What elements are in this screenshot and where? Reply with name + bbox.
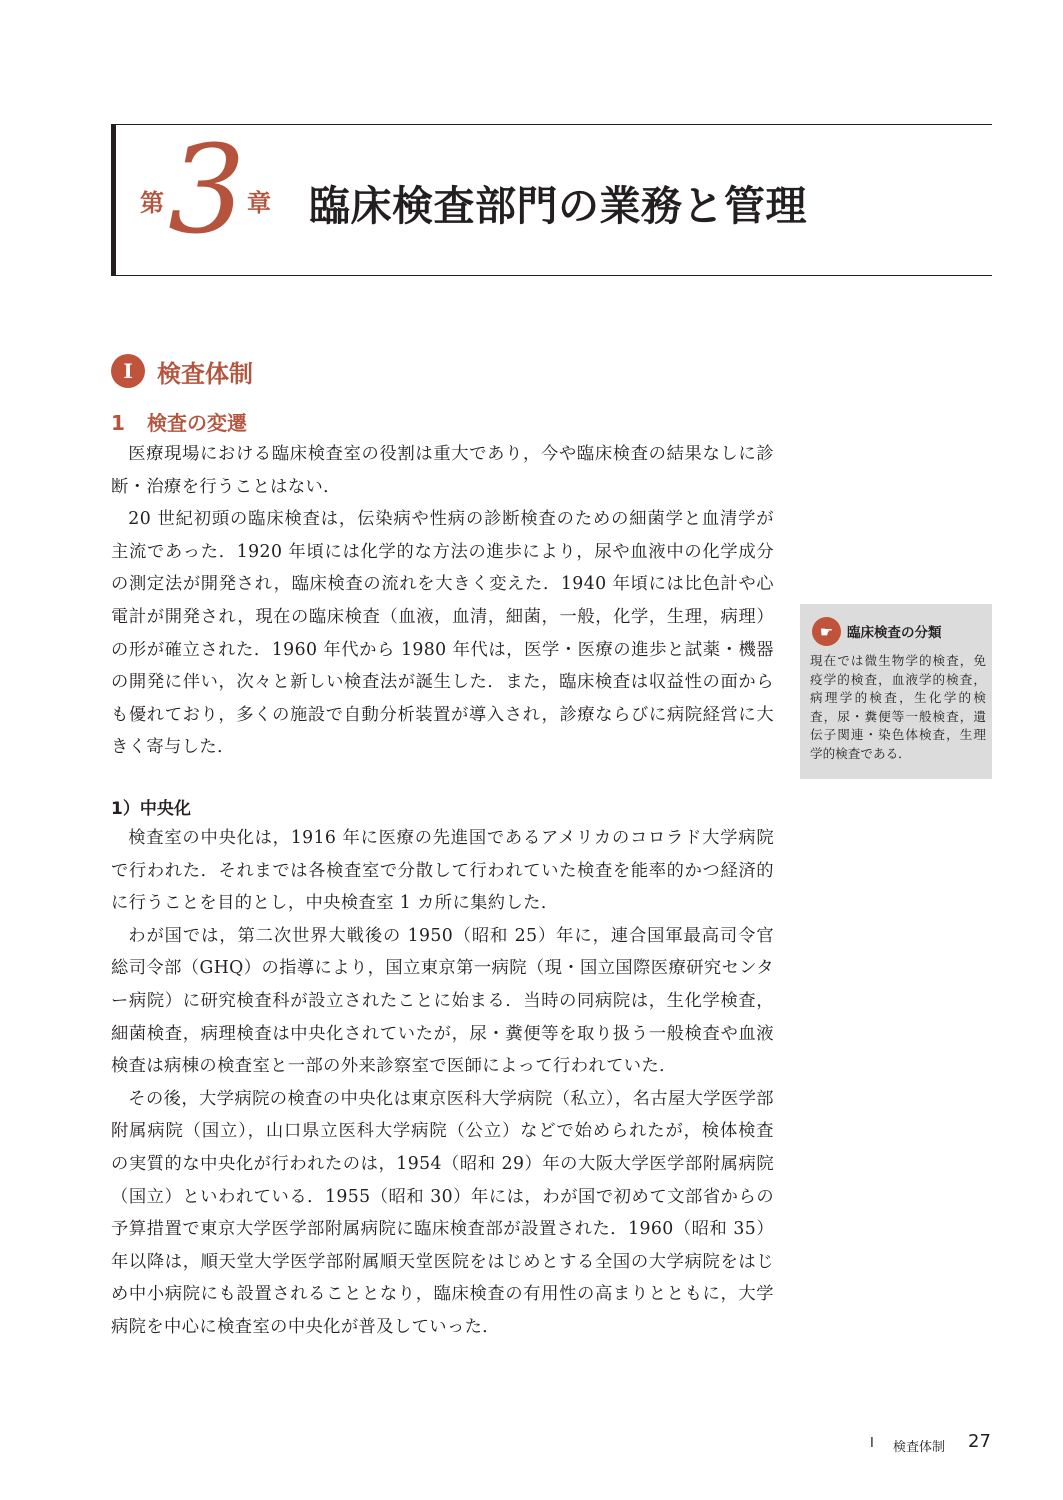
sidebar-body: 現在では微生物学的検査，免疫学的検査，血液学的検査，病理学的検査，生化学的検査，尿・糞便等一般検査，遺伝子関連・染色体検査，生理学的検査である．: [810, 653, 986, 761]
subsubsection-heading: 1）中央化: [111, 799, 191, 819]
subsection-title: 検査の変遷: [147, 411, 247, 435]
pointing-hand-icon: ☛: [812, 617, 841, 646]
section-numeral-badge: I: [111, 354, 145, 388]
chapter-title: 臨床検査部門の業務と管理: [309, 182, 807, 230]
paragraph: その後，大学病院の検査の中央化は東京医科大学病院（私立），名古屋大学医学部附属病院（国立），山口県立医科大学病院（公立）などで始められたが，検体検査の実質的な中央化が行われたのは，1954（昭和 29）年の大阪大学医学部附属病院（国立）といわれている．1955（昭和 30）年には，わが国で初めて文部省からの予算措置で東京大学医学部附属病院に臨床検査部が設置された．1960（昭和 35）年以降は，順天堂大学医学部附属順天堂医院をはじめとする全国の大学病院をはじめ中小病院にも設置されることとなり，臨床検査の有用性の高まりとともに，大学病院を中心に検査室の中央化が普及していった．: [111, 1088, 774, 1337]
section-title: 検査体制: [157, 359, 253, 388]
footer-section-title: 検査体制: [893, 1440, 946, 1455]
sidebar-note: [800, 604, 992, 779]
body-text-block-2: [111, 822, 774, 1344]
chapter-header-bar: [111, 124, 116, 276]
page-number: 27: [968, 1431, 991, 1452]
footer-section-mark: I: [870, 1436, 874, 1451]
chapter-number: 3: [168, 119, 246, 261]
chapter-suffix: 章: [247, 189, 271, 217]
body-text-block-1: [111, 438, 774, 764]
subsection-number: 1: [111, 411, 125, 435]
sidebar-title: 臨床検査の分類: [847, 625, 942, 641]
paragraph: 医療現場における臨床検査室の役割は重大であり，今や臨床検査の結果なしに診断・治療を行うことはない．: [111, 444, 774, 497]
paragraph: 20 世紀初頭の臨床検査は，伝染病や性病の診断検査のための細菌学と血清学が主流であった．1920 年頃には化学的な方法の進歩により，尿や血液中の化学成分の測定法が開発され，臨床検査の流れを大きく変えた．1940 年頃には比色計や心電計が開発され，現在の臨床検査（血液，血清，細菌，一般，化学，生理，病理）の形が確立された．1960 年代から 1980 年代は，医学・医療の進歩と試薬・機器の開発に伴い，次々と新しい検査法が誕生した．また，臨床検査は収益性の面からも優れており，多くの施設で自動分析装置が導入され，診療ならびに病院経営に大きく寄与した．: [111, 509, 774, 758]
section-heading: [111, 353, 253, 389]
subsection-heading: [111, 407, 247, 436]
paragraph: わが国では，第二次世界大戦後の 1950（昭和 25）年に，連合国軍最高司令官総司令部（GHQ）の指導により，国立東京第一病院（現・国立国際医療研究センター病院）に研究検査科が設立されたことに始まる．当時の同病院は，生化学検査，細菌検査，病理検査は中央化されていたが，尿・糞便等を取り扱う一般検査や血液検査は病棟の検査室と一部の外来診察室で医師によって行われていた．: [111, 925, 774, 1077]
chapter-prefix: 第: [140, 189, 164, 217]
paragraph: 検査室の中央化は，1916 年に医療の先進国であるアメリカのコロラド大学病院で行われた．それまでは各検査室で分散して行われていた検査を能率的かつ経済的に行うことを目的とし，中央検査室 1 カ所に集約した．: [111, 828, 774, 914]
chapter-header: [111, 119, 992, 276]
